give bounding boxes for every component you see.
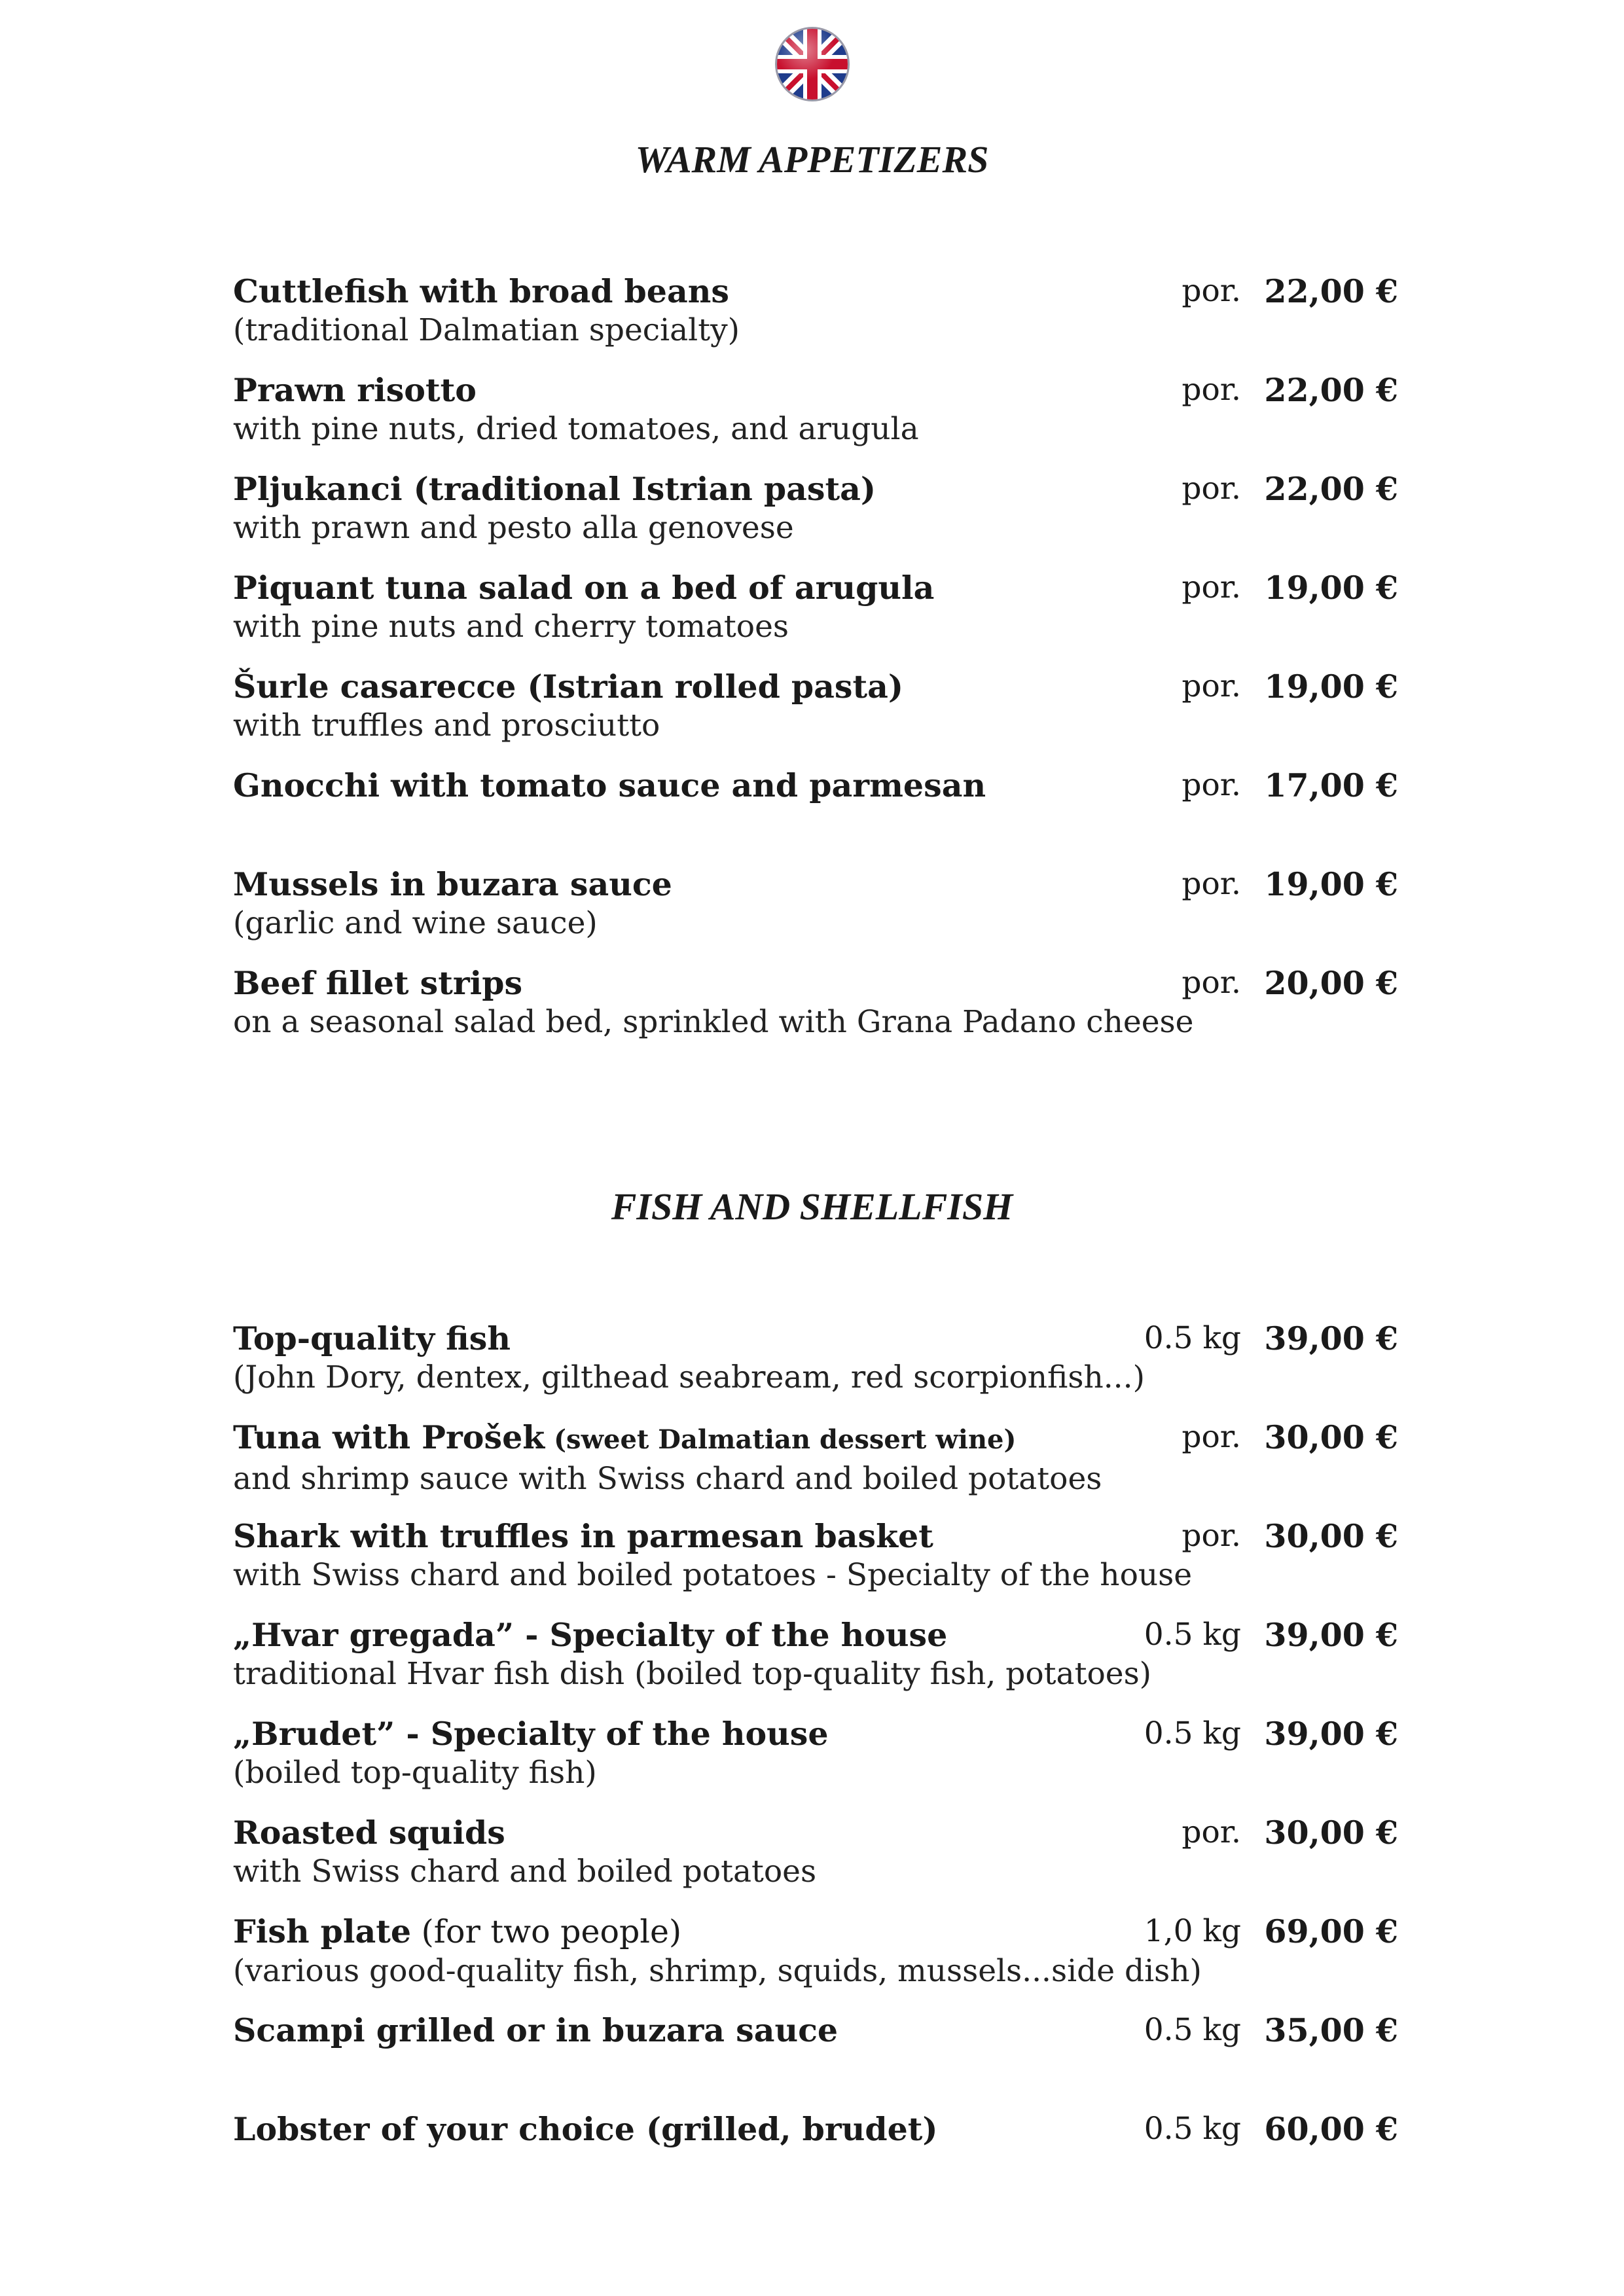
- item-name: Prawn risotto: [233, 371, 477, 409]
- item-unit: por.: [1182, 372, 1241, 408]
- item-price: 22,00 €: [1264, 371, 1398, 409]
- item-unit: por.: [1182, 1814, 1241, 1850]
- item-description: with pine nuts, dried tomatoes, and arugula: [233, 411, 919, 447]
- section-title-fish-and-shellfish: FISH AND SHELLFISH: [611, 1185, 1013, 1228]
- item-description: with Swiss chard and boiled potatoes - Specialty of the house: [233, 1557, 1193, 1593]
- item-name: „Hvar gregada” - Specialty of the house: [233, 1616, 948, 1654]
- item-unit: por.: [1182, 569, 1241, 605]
- item-description: on a seasonal salad bed, sprinkled with Grana Padano cheese: [233, 1004, 1194, 1040]
- item-description: (garlic and wine sauce): [233, 905, 598, 941]
- item-unit: 0.5 kg: [1144, 1320, 1241, 1356]
- item-name-text: Fish plate: [233, 1912, 412, 1950]
- item-description: with Swiss chard and boiled potatoes: [233, 1854, 817, 1890]
- menu-item: [233, 470, 1398, 547]
- item-name-text: Tuna with Prošek: [233, 1418, 545, 1456]
- item-unit: por.: [1182, 965, 1241, 1001]
- item-price: 22,00 €: [1264, 272, 1398, 310]
- item-price: 60,00 €: [1264, 2110, 1398, 2148]
- item-unit: 0.5 kg: [1144, 1617, 1241, 1653]
- menu-item: [233, 2011, 1398, 2049]
- menu-item: [233, 865, 1398, 942]
- item-unit: 0.5 kg: [1144, 1715, 1241, 1751]
- item-price: 19,00 €: [1264, 668, 1398, 706]
- item-name: Cuttlefish with broad beans: [233, 272, 729, 310]
- item-price: 30,00 €: [1264, 1418, 1398, 1456]
- item-description: traditional Hvar fish dish (boiled top-quality fish, potatoes): [233, 1656, 1152, 1692]
- item-name-note: (for two people): [411, 1913, 682, 1950]
- item-unit: 0.5 kg: [1144, 2111, 1241, 2147]
- item-unit: por.: [1182, 866, 1241, 902]
- item-description: and shrimp sauce with Swiss chard and boiled potatoes: [233, 1461, 1102, 1497]
- menu-item: [233, 668, 1398, 745]
- item-unit: 0.5 kg: [1144, 2012, 1241, 2048]
- item-price: 69,00 €: [1264, 1912, 1398, 1950]
- item-description: with truffles and prosciutto: [233, 708, 660, 744]
- item-unit: por.: [1182, 767, 1241, 803]
- item-price: 39,00 €: [1264, 1319, 1398, 1357]
- item-price: 19,00 €: [1264, 569, 1398, 607]
- item-description: (John Dory, dentex, gilthead seabream, red scorpionfish...): [233, 1359, 1145, 1395]
- item-price: 30,00 €: [1264, 1814, 1398, 1852]
- item-name: „Brudet” - Specialty of the house: [233, 1715, 829, 1753]
- item-name: Top-quality fish: [233, 1319, 511, 1357]
- menu-item: [233, 371, 1398, 448]
- item-name-note: (sweet Dalmatian dessert wine): [545, 1424, 1017, 1455]
- menu-item: [233, 569, 1398, 646]
- item-name: Šurle casarecce (Istrian rolled pasta): [233, 668, 904, 706]
- menu-item: [233, 964, 1398, 1041]
- item-name: Pljukanci (traditional Istrian pasta): [233, 470, 876, 508]
- item-price: 19,00 €: [1264, 865, 1398, 903]
- menu-item: [233, 1517, 1398, 1594]
- menu-item: [233, 766, 1398, 804]
- item-name: Shark with truffles in parmesan basket: [233, 1517, 933, 1555]
- menu-item: [233, 1319, 1398, 1397]
- item-description: (various good-quality fish, shrimp, squids, mussels...side dish): [233, 1953, 1202, 1989]
- menu-item: [233, 1912, 1398, 1990]
- item-price: 17,00 €: [1264, 766, 1398, 804]
- section-title-warm-appetizers: WARM APPETIZERS: [635, 138, 989, 181]
- item-description: (traditional Dalmatian specialty): [233, 312, 740, 348]
- item-unit: por.: [1182, 1419, 1241, 1455]
- menu-item: [233, 272, 1398, 350]
- menu-item: [233, 1418, 1398, 1498]
- item-description: with pine nuts and cherry tomatoes: [233, 609, 789, 645]
- menu-item: [233, 1616, 1398, 1693]
- item-price: 22,00 €: [1264, 470, 1398, 508]
- item-unit: por.: [1182, 668, 1241, 704]
- item-name: Beef fillet strips: [233, 964, 523, 1002]
- item-name: Roasted squids: [233, 1814, 505, 1852]
- menu-item: [233, 1814, 1398, 1891]
- menu-item: [233, 2110, 1398, 2148]
- item-description: (boiled top-quality fish): [233, 1755, 597, 1791]
- item-price: 30,00 €: [1264, 1517, 1398, 1555]
- item-name: Piquant tuna salad on a bed of arugula: [233, 569, 935, 607]
- item-description: with prawn and pesto alla genovese: [233, 510, 794, 546]
- item-price: 20,00 €: [1264, 964, 1398, 1002]
- item-name: Scampi grilled or in buzara sauce: [233, 2011, 839, 2049]
- item-unit: por.: [1182, 273, 1241, 309]
- item-unit: por.: [1182, 1518, 1241, 1554]
- item-name: Gnocchi with tomato sauce and parmesan: [233, 766, 986, 804]
- item-name: Mussels in buzara sauce: [233, 865, 672, 903]
- menu-item: [233, 1715, 1398, 1792]
- item-name: Lobster of your choice (grilled, brudet): [233, 2110, 938, 2148]
- item-unit: 1,0 kg: [1144, 1913, 1241, 1949]
- item-price: 39,00 €: [1264, 1616, 1398, 1654]
- item-unit: por.: [1182, 471, 1241, 507]
- uk-flag-icon: [774, 26, 850, 102]
- item-price: 39,00 €: [1264, 1715, 1398, 1753]
- item-price: 35,00 €: [1264, 2011, 1398, 2049]
